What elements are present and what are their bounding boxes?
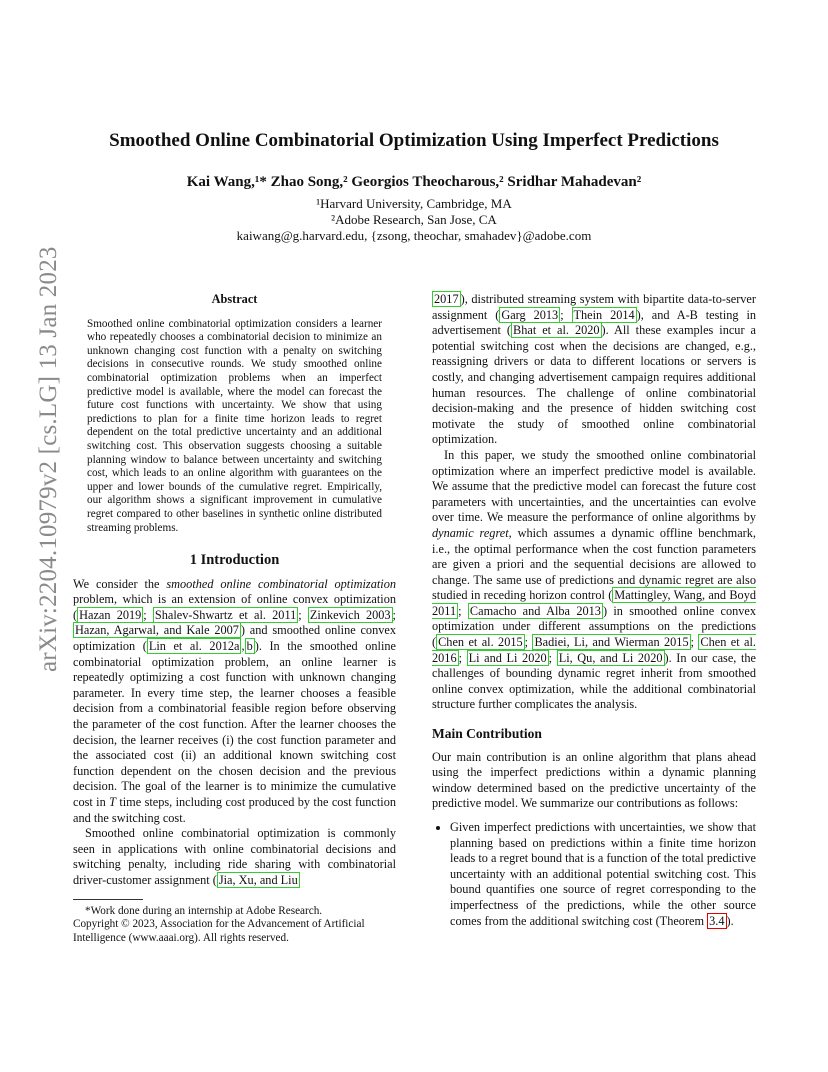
footnote-block (73, 905, 396, 946)
right-column (432, 292, 756, 929)
abstract-heading: Abstract (211, 292, 258, 306)
citation-link[interactable]: Chen et al. 2015 (438, 635, 523, 650)
affiliation-harvard: ¹Harvard University, Cambridge, MA (316, 196, 512, 211)
affiliation-adobe: ²Adobe Research, San Jose, CA (331, 212, 497, 227)
intro-paragraph-1: We consider the smoothed online combinatorial optimization problem, which is an extension of online convex optimization ( Hazan 2019 ; Shalev-Shwartz et al. 2011 ; Zinkevich 2003 ; Hazan, Agarwal, and Kale 2007 ) and smoothed online convex optimization ( Lin et al. 2012a , b ). In the smoothed online combinatorial optimization problem, an online learner is repeatedly optimizing a cost function with unknown changing parameter. In every time step, the learner chooses a feasible decision from a combinatorial feasible region before observing the parameter of the cost function. After the learner chooses the decision, the learner receives (i) the cost function parameter and the associated cost (ii) an additional known switching cost function dependent on the chosen decision and the previous decision. The goal of the learner is to minimize the cumulative cost in T time steps, including cost produced by the cost function and the switching cost. (73, 576, 396, 825)
citation-link[interactable]: Thein 2014 (573, 307, 635, 322)
abstract-text: Smoothed online combinatorial optimization considers a learner who repeatedly chooses a combinatorial decision to minimize an unknown changing cost function with a penalty on switching decisions in consecutive rounds. We study smoothed online combinatorial optimization problems when an imperfect predictive model is available, where the model can forecast the future cost functions with uncertainty. We show that using predictions to plan for a finite time horizon leads to regret dependent on the total predictive uncertainty and an additional switching cost. This observation suggests choosing a suitable planning window to balance between uncertainty and switching cost, which leads to an online algorithm with guarantees on the upper and lower bounds of the cumulative regret. Empirically, our algorithm shows a significant improvement in cumulative regret compared to other baselines in synthetic online distributed streaming problems. (87, 317, 382, 534)
footnote-internship: *Work done during an internship at Adobe Research. (85, 904, 323, 917)
citation-link[interactable]: b (246, 639, 253, 654)
citation-link[interactable]: Mattingley, Wang, and Boyd 2011 (432, 588, 756, 618)
main-contribution-text: Our main contribution is an online algorithm that plans ahead using the imperfect predictions within a dynamic planning window determined based on the predictive uncertainty of the predictive model. We summarize our contributions as follows: (432, 749, 756, 811)
left-column (73, 292, 396, 945)
author-list: Kai Wang,¹* Zhao Song,² Georgios Theocharous,² Sridhar Mahadevan² (186, 174, 642, 190)
citation-link[interactable]: Badiei, Li, and Wierman 2015 (534, 635, 689, 650)
citation-link[interactable]: Zinkevich 2003 (309, 607, 391, 622)
intro-paragraph-2-start: Smoothed online combinatorial optimization is commonly seen in applications with online combinatorial decisions and switching penalty, including ride sharing with combinatorial driver-customer assignment ( Jia, Xu, and Liu (73, 826, 396, 887)
citation-link[interactable]: Li, Qu, and Li 2020 (558, 650, 663, 665)
citation-link[interactable]: 2017 (434, 292, 459, 306)
citation-link[interactable]: Li and Li 2020 (468, 650, 547, 665)
main-contribution-heading: Main Contribution (432, 726, 542, 742)
arxiv-identifier: arXiv:2204.10979v2 [cs.LG] 13 Jan 2023 (35, 246, 62, 672)
citation-link[interactable]: Bhat et al. 2020 (513, 323, 600, 338)
copyright-line-1: Copyright © 2023, Association for the Advancement of Artificial (73, 918, 365, 931)
contribution-item: • Given imperfect predictions with uncertainties, we show that planning based on predictions within a finite time horizon leads to a regret bound that is a function of the total predictive uncertainty with an additional potential switching cost. This bound quantifies one source of regret corresponding to the imperfectness of the predictions, while the other source comes from the additional switching cost (Theorem 3.4 ). (450, 820, 756, 929)
arxiv-stamp (17, 246, 62, 672)
intro-paragraph-2-continued: 2017 ), distributed streaming system with bipartite data-to-server assignment ( Garg 2013 ; Thein 2014 ), and A-B testing in advertisement ( Bhat et al. 2020 ). All these examples incur a potential switching cost when the decisions are changed, e.g., reassigning drivers or data to different locations or servers is costly, and changing advertisement campaign requires additional human resources. The challenge of online combinatorial decision-making and the presence of hidden switching cost motivate the study of smoothed online combinatorial optimization. (432, 292, 757, 447)
author-emails: kaiwang@g.harvard.edu, {zsong, theochar, smahadev}@adobe.com (236, 228, 592, 243)
copyright-line-2: Intelligence (www.aaai.org). All rights reserved. (73, 931, 289, 944)
citation-link[interactable]: Garg 2013 (501, 307, 559, 322)
contribution-list (432, 820, 756, 929)
citation-link[interactable]: Jia, Xu, and Liu (218, 872, 298, 887)
theorem-ref-link[interactable]: 3.4 (709, 913, 725, 928)
affiliations (0, 196, 828, 244)
citation-link[interactable]: Lin et al. 2012a (148, 639, 240, 654)
citation-link[interactable]: Chen et al. 2016 (432, 635, 756, 665)
citation-link[interactable]: Hazan, Agarwal, and Kale 2007 (75, 623, 239, 638)
citation-link[interactable]: Camacho and Alba 2013 (469, 603, 601, 618)
intro-paragraph-3: In this paper, we study the smoothed online combinatorial optimization where an imperfect predictive model is available. We assume that the predictive model can forecast the future cost parameters with uncertainties, and the uncertainties can evolve over time. We measure the performance of online algorithms by dynamic regret, which assumes a dynamic offline benchmark, i.e., the optimal performance when the cost function parameters are given a priori and the sequential decisions are allowed to change. The same use of predictions and dynamic regret are also studied in receding horizon control ( Mattingley, Wang, and Boyd 2011 ; Camacho and Alba 2013 ) in smoothed online convex optimization under different assumptions on the predictions ( Chen et al. 2015 ; Badiei, Li, and Wierman 2015 ; Chen et al. 2016 ; Li and Li 2020 ; Li, Qu, and Li 2020 ). In our case, the challenges of bounding dynamic regret inherit from smoothed online convex optimization, while the additional combinatorial structure further complicates the analysis. (432, 447, 757, 712)
citation-link[interactable]: Hazan 2019 (79, 607, 142, 622)
citation-link[interactable]: Shalev-Shwartz et al. 2011 (154, 607, 297, 622)
introduction-heading: 1 Introduction (189, 552, 280, 569)
footnote-rule (73, 899, 143, 900)
paper-title: Smoothed Online Combinatorial Optimization Using Imperfect Predictions (109, 130, 719, 151)
